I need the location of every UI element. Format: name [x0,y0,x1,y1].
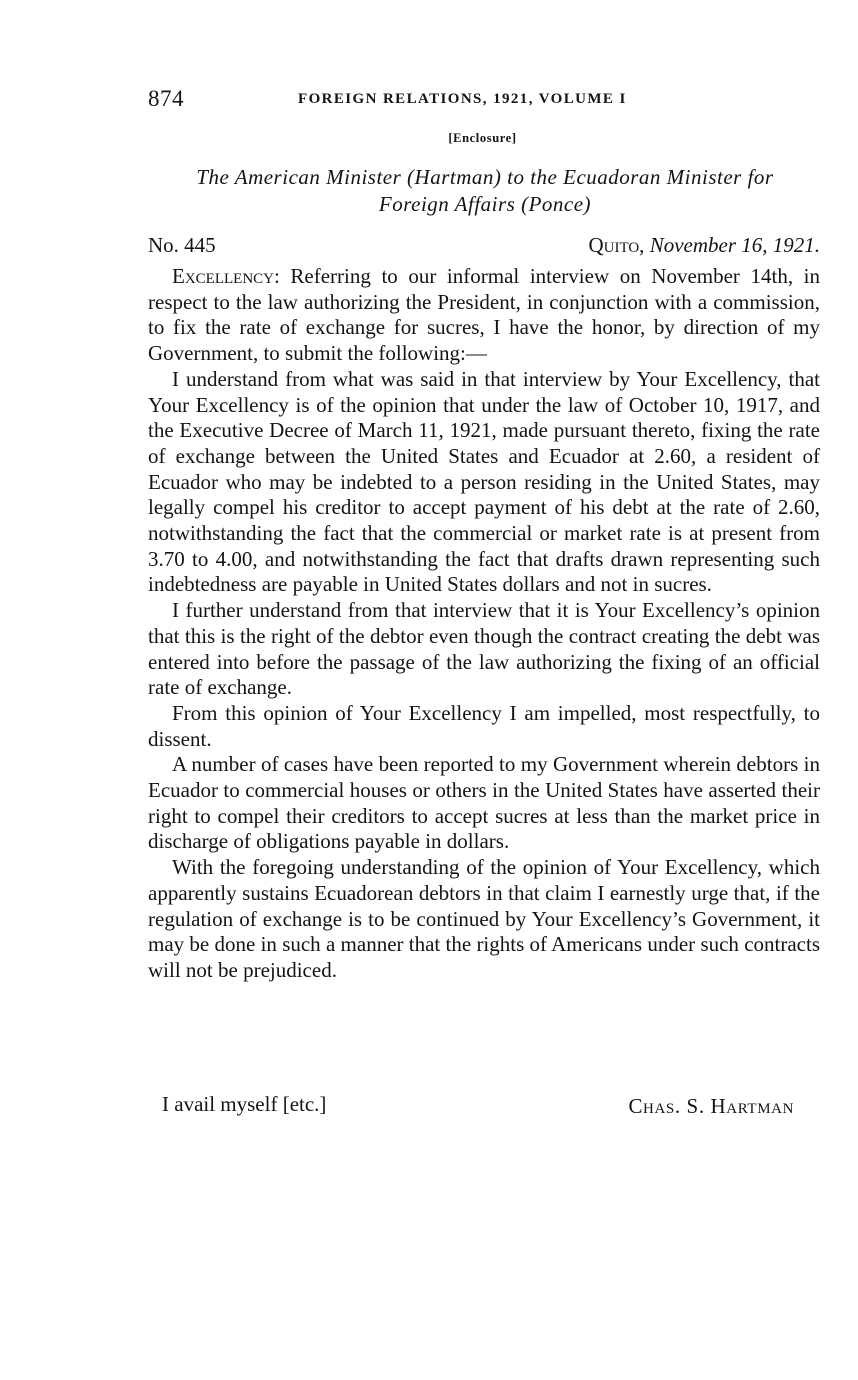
paragraph-6: With the foregoing understanding of the opinion of Your Excellency, which apparently sustains Ecuadorean debtors in that claim I earnestly urge that, if the regulation of exchange is to be continued by Your Excellency’s Government, it may be done in such a manner that the rights of Americans under such contracts will not be prejudiced. [148,855,820,982]
paragraph-1 [148,264,820,367]
document-number: No. 445 [148,233,216,257]
running-head: FOREIGN RELATIONS, 1921, VOLUME I [298,91,627,107]
place-date [588,233,820,258]
closing-text: I avail myself [etc.] [162,1092,327,1116]
date: November 16, 1921. [649,233,820,257]
paragraph-2: I understand from what was said in that interview by Your Excellency, that Your Excellency is of the opinion that under the law of October 10, 1917, and the Executive Decree of March 11, 1921, made pursuant thereto, fixing the rate of exchange between the United States and Ecuador at 2.60, a resident of Ecuador who may be indebted to a person residing in the United States, may legally compel his creditor to accept payment of his debt at the rate of 2.60, notwithstanding the fact that the commercial or market rate is at present from 3.70 to 4.00, and notwithstanding the fact that drafts drawn representing such indebtedness are payable in United States dollars and not in sucres. [148,366,820,597]
place: Quito, [588,233,645,257]
page-header [148,86,820,116]
enclosure-label: [Enclosure] [448,131,517,145]
document-title [148,164,822,218]
signature: Chas. S. Hartman [628,1094,794,1118]
paragraph-4: From this opinion of Your Excellency I am impelled, most respectfully, to dissent. [148,700,820,751]
page-number: 874 [148,86,184,111]
dateline [148,233,820,263]
letter-body [148,264,820,984]
paragraph-5: A number of cases have been reported to my Government wherein debtors in Ecuador to commercial houses or others in the United States have asserted their right to compel their creditors to accept sucres at less than the market price in discharge of obligations payable in dollars. [148,752,820,854]
closing [162,1092,794,1122]
salutation: Excellency: [172,264,280,288]
paragraph-3: I further understand from that interview that it is Your Excellency’s opinion that this is the right of the debtor even though the contract creating the debt was entered into before the passage of the law authorizing the fixing of an official rate of exchange. [148,598,820,700]
title-line-2: Foreign Affairs (Ponce) [378,192,592,216]
title-line-1: The American Minister (Hartman) to the Ecuadoran Minister for [196,165,774,189]
paragraph-1-text: Referring to our informal interview on November 14th, in respect to the law authorizing the President, in conjunction with a commission, to fix the rate of exchange for sucres, I have the honor, by direction of my Government, to submit the following:— [148,264,820,366]
